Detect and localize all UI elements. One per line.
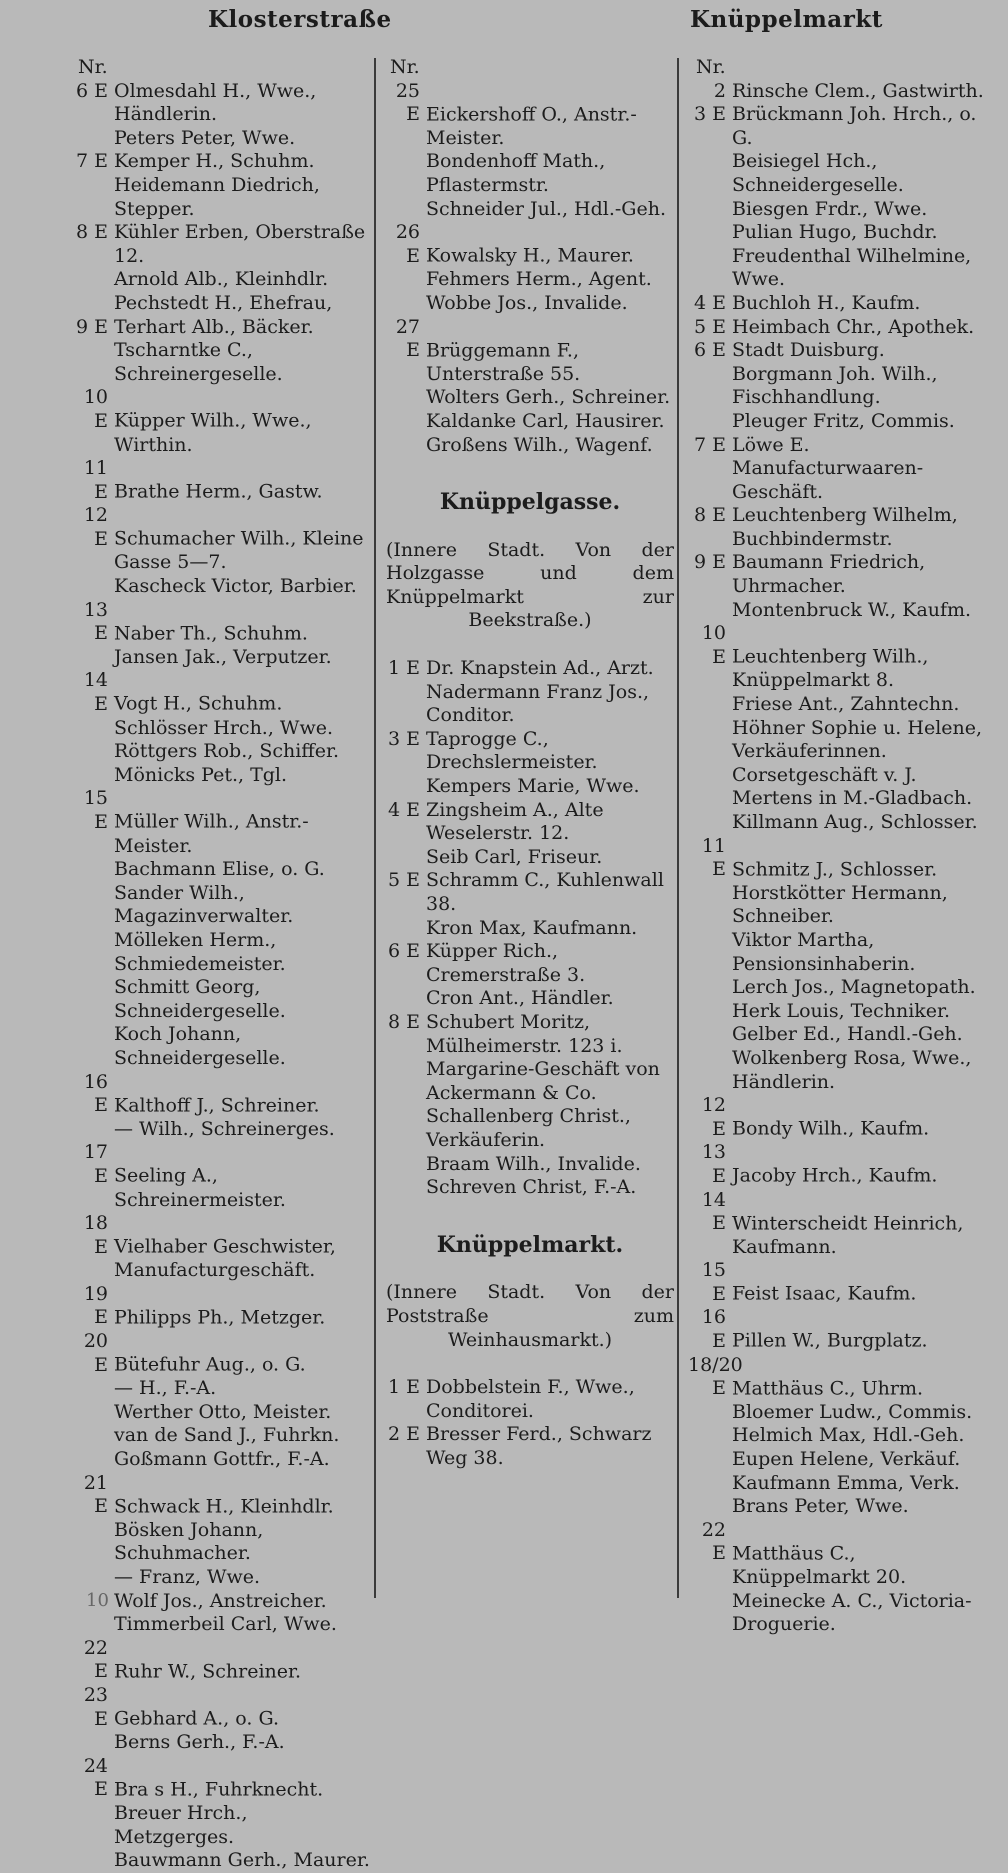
resident-text: Bondenhoff Math., Pflastermstr.	[426, 150, 606, 196]
house-number: 2 E	[388, 1423, 420, 1446]
resident-text: Schwack H., Kleinhdlr.	[114, 1495, 334, 1518]
list-item	[70, 504, 370, 575]
entry-list	[382, 80, 678, 458]
house-number: 7 E	[76, 150, 108, 173]
section-description: (Innere Stadt. Von der Poststraße zum Weinhausmarkt.)	[386, 1281, 674, 1351]
list-item	[70, 1377, 370, 1401]
list-item	[70, 1755, 370, 1802]
list-item	[70, 1849, 370, 1873]
list-item	[382, 799, 678, 846]
house-number: 6 E	[76, 79, 108, 102]
resident-text: Schubert Moritz, Mülheimerstr. 123 i.	[426, 1010, 623, 1057]
house-number: 4 E	[694, 291, 726, 314]
resident-text: Zingsheim A., Alte Weselerstr. 12.	[426, 798, 604, 845]
resident-text: Jansen Jak., Verputzer.	[114, 645, 332, 668]
resident-text: Schneider Jul., Hdl.-Geh.	[426, 197, 666, 220]
list-item	[70, 1424, 370, 1448]
resident-text: Nadermann Franz Jos., Conditor.	[426, 680, 650, 727]
resident-text: Corsetgeschäft v. J. Mertens in M.-Gladbach.	[732, 763, 973, 810]
entry-list	[688, 80, 988, 1637]
resident-text: Bra s H., Fuhrknecht.	[114, 1778, 324, 1801]
list-item	[70, 764, 370, 788]
house-number: 11 E	[83, 457, 108, 503]
list-item	[70, 646, 370, 670]
house-number: 8 E	[388, 1010, 420, 1033]
list-item	[688, 80, 988, 104]
resident-text: Wolf Jos., Anstreicher.	[114, 1589, 327, 1612]
list-item	[382, 316, 678, 387]
resident-text: Kaufmann Emma, Verk.	[732, 1471, 960, 1494]
resident-text: Seeling A., Schreinermeister.	[114, 1164, 286, 1211]
list-item	[70, 292, 370, 316]
resident-text: Tscharntke C., Schreinergeselle.	[114, 339, 283, 385]
list-item	[688, 599, 988, 623]
list-item	[70, 1330, 370, 1377]
resident-text: Kowalsky H., Maurer.	[426, 244, 634, 267]
house-number: 26 E	[395, 221, 420, 267]
section-title-knueppelmarkt: Knüppelmarkt.	[436, 1231, 624, 1258]
list-item	[688, 835, 988, 882]
resident-text: Arnold Alb., Kleinhdlr.	[114, 268, 329, 291]
list-item	[382, 150, 678, 197]
column-rule	[374, 58, 376, 1598]
resident-text: Bauwmann Gerh., Maurer.	[114, 1849, 370, 1872]
resident-text: Kemper H., Schuhm.	[114, 150, 315, 173]
list-item	[688, 1354, 988, 1401]
resident-text: Kalthoff J., Schreiner.	[114, 1094, 320, 1117]
resident-text: Buchloh H., Kaufm.	[732, 291, 921, 314]
list-item	[382, 728, 678, 775]
list-item	[688, 316, 988, 340]
list-item	[688, 976, 988, 1000]
list-item	[70, 1118, 370, 1142]
entry-list	[382, 657, 678, 1200]
resident-text: Brückmann Joh. Hrch., o. G.	[732, 103, 977, 149]
resident-text: Kron Max, Kaufmann.	[426, 916, 638, 939]
resident-text: Brathe Herm., Gastw.	[114, 480, 323, 503]
resident-text: Bachmann Elise, o. G.	[114, 858, 325, 881]
house-number: 25 E	[395, 79, 420, 126]
resident-text: Killmann Aug., Schlosser.	[732, 811, 978, 833]
house-number: 16 E	[83, 1070, 108, 1117]
resident-text: Leuchtenberg Wilhelm, Buchbindermstr.	[732, 504, 958, 550]
list-item	[70, 1731, 370, 1755]
resident-text: Terhart Alb., Bäcker.	[114, 315, 314, 338]
resident-text: Olmesdahl H., Wwe., Händlerin.	[114, 79, 317, 126]
resident-text: Schreven Christ, F.-A.	[426, 1176, 637, 1199]
house-number: 15 E	[83, 787, 108, 833]
house-number: 13 E	[701, 1141, 726, 1187]
resident-text: Küpper Rich., Cremerstraße 3.	[426, 940, 586, 986]
list-item	[70, 80, 370, 127]
resident-text: Kascheck Victor, Barbier.	[114, 575, 357, 598]
house-number: 14 E	[701, 1188, 726, 1235]
list-item	[382, 386, 678, 410]
house-number: 12 E	[83, 504, 108, 550]
list-item	[382, 1105, 678, 1152]
resident-text: Kühler Erben, Oberstraße 12.	[114, 221, 366, 267]
section-description: (Innere Stadt. Von der Holzgasse und dem Knüppelmarkt zur Beekstraße.)	[386, 538, 674, 632]
nr-label: Nr.	[78, 56, 108, 78]
list-item	[688, 1495, 988, 1519]
list-item	[70, 339, 370, 386]
list-item	[382, 221, 678, 268]
list-item	[382, 657, 678, 681]
resident-text: Rinsche Clem., Gastwirth.	[732, 79, 984, 102]
list-item	[688, 434, 988, 505]
resident-text: Friese Ant., Zahntechn.	[732, 693, 960, 716]
column-2	[382, 56, 678, 1470]
house-number: 7 E	[694, 433, 726, 456]
list-item	[688, 198, 988, 222]
resident-text: Heidemann Diedrich, Stepper.	[114, 173, 320, 220]
resident-text: — Franz, Wwe.	[114, 1566, 261, 1588]
resident-text: Kempers Marie, Wwe.	[426, 775, 640, 798]
list-item	[70, 669, 370, 716]
list-item	[70, 575, 370, 599]
resident-text: — Wilh., Schreinerges.	[114, 1117, 335, 1140]
house-number: 22 E	[83, 1636, 108, 1683]
list-item	[382, 1153, 678, 1177]
list-item	[70, 1802, 370, 1849]
house-number: 8 E	[694, 504, 726, 527]
list-item	[70, 1566, 370, 1590]
list-item	[382, 292, 678, 316]
house-number: 22 E	[701, 1518, 726, 1565]
resident-text: Löwe E. Manufacturwaaren-Geschäft.	[732, 433, 924, 503]
house-number: 13 E	[83, 598, 108, 645]
house-number: 18/20 E	[688, 1353, 743, 1400]
resident-text: Gelber Ed., Handl.-Geh.	[732, 1023, 963, 1046]
resident-text: Margarine-Geschäft von Ackermann & Co.	[426, 1058, 660, 1104]
resident-text: Freudenthal Wilhelmine, Wwe.	[732, 244, 972, 291]
resident-text: Goßmann Gottfr., F.-A.	[114, 1448, 330, 1471]
resident-text: Braam Wilh., Invalide.	[426, 1152, 641, 1175]
list-item	[382, 940, 678, 987]
resident-text: Pillen W., Burgplatz.	[732, 1330, 928, 1353]
header-right: Knüppelmarkt	[690, 6, 883, 33]
resident-text: Werther Otto, Meister.	[114, 1400, 332, 1423]
column-3	[688, 56, 988, 1637]
list-item	[70, 882, 370, 929]
resident-text: Vielhaber Geschwister, Manufacturgeschäft.	[114, 1235, 336, 1282]
house-number: 19 E	[83, 1282, 108, 1329]
resident-text: Herk Louis, Techniker.	[732, 999, 951, 1022]
house-number: 3 E	[388, 727, 420, 750]
list-item	[688, 1519, 988, 1590]
nr-label: Nr.	[390, 56, 420, 78]
resident-text: Pechstedt H., Ehefrau,	[114, 291, 333, 314]
house-number: 8 E	[76, 221, 108, 244]
column-1	[70, 56, 370, 1873]
list-item	[70, 929, 370, 976]
list-item	[70, 150, 370, 174]
resident-text: Koch Johann, Schneidergeselle.	[114, 1023, 286, 1069]
house-number: 3 E	[694, 103, 726, 126]
resident-text: Ruhr W., Schreiner.	[114, 1660, 302, 1683]
resident-text: Röttgers Rob., Schiffer.	[114, 740, 340, 763]
list-item	[688, 292, 988, 316]
list-item	[688, 1448, 988, 1472]
house-number: 9 E	[694, 551, 726, 574]
list-item	[688, 882, 988, 929]
house-number: 1 E	[388, 657, 420, 680]
section-title-knueppelgasse: Knüppelgasse.	[439, 489, 621, 516]
list-item	[70, 174, 370, 221]
list-item	[688, 1472, 988, 1496]
resident-text: Winterscheidt Heinrich, Kaufmann.	[732, 1212, 964, 1258]
resident-text: Höhner Sophie u. Helene, Verkäuferinnen.	[732, 716, 983, 763]
resident-text: Horstkötter Hermann, Schneiber.	[732, 881, 948, 928]
resident-text: Brans Peter, Wwe.	[732, 1495, 909, 1518]
house-number: 1 E	[388, 1376, 420, 1399]
list-item	[70, 740, 370, 764]
list-item	[382, 268, 678, 292]
house-number: 5 E	[694, 315, 726, 338]
resident-text: Feist Isaac, Kaufm.	[732, 1282, 917, 1305]
list-item	[382, 434, 678, 458]
list-item	[382, 917, 678, 941]
house-number: 18 E	[83, 1212, 108, 1258]
resident-text: Meinecke A. C., Victoria-Droguerie.	[732, 1589, 972, 1636]
list-item	[688, 245, 988, 292]
resident-text: Bösken Johann, Schuhmacher.	[114, 1518, 264, 1565]
list-item	[70, 1684, 370, 1731]
house-number: 6 E	[694, 339, 726, 362]
list-item	[382, 1011, 678, 1058]
resident-text: Dr. Knapstein Ad., Arzt.	[426, 657, 654, 680]
page-number: 10	[86, 1590, 109, 1611]
resident-text: Pulian Hugo, Buchdr.	[732, 221, 938, 244]
list-item	[382, 869, 678, 916]
list-item	[70, 1472, 370, 1519]
resident-text: van de Sand J., Fuhrkn.	[114, 1424, 340, 1447]
list-item	[688, 339, 988, 363]
list-item	[688, 622, 988, 693]
list-item	[688, 410, 988, 434]
resident-text: Schmitz J., Schlosser.	[732, 858, 938, 881]
list-item	[70, 457, 370, 504]
resident-text: Schmitt Georg, Schneidergeselle.	[114, 976, 286, 1022]
header-left: Klosterstraße	[208, 6, 392, 33]
list-item	[688, 551, 988, 598]
resident-text: Cron Ant., Händler.	[426, 987, 614, 1010]
list-item	[382, 846, 678, 870]
list-item	[688, 1094, 988, 1141]
house-number: 10 E	[83, 386, 108, 432]
list-item	[688, 1259, 988, 1306]
resident-text: Schallenberg Christ., Verkäuferin.	[426, 1105, 631, 1151]
entry-list	[70, 80, 370, 1873]
resident-text: Großens Wilh., Wagenf.	[426, 433, 653, 456]
resident-text: Viktor Martha, Pensionsinhaberin.	[732, 928, 916, 975]
resident-text: Müller Wilh., Anstr.-Meister.	[114, 811, 309, 857]
house-number: 11 E	[701, 834, 726, 881]
list-item	[688, 1141, 988, 1188]
list-item	[688, 693, 988, 717]
list-item	[688, 717, 988, 764]
list-item	[70, 858, 370, 882]
list-item	[70, 386, 370, 457]
list-item	[70, 1401, 370, 1425]
list-item	[70, 1212, 370, 1283]
resident-text: Berns Gerh., F.-A.	[114, 1731, 285, 1754]
resident-text: Fehmers Herm., Agent.	[426, 268, 652, 291]
resident-text: Borgmann Joh. Wilh., Fischhandlung.	[732, 362, 938, 409]
list-item	[688, 1000, 988, 1024]
house-number: 21 E	[83, 1471, 108, 1518]
resident-text: Jacoby Hrch., Kaufm.	[732, 1164, 938, 1187]
house-number: 17 E	[83, 1141, 108, 1187]
house-number: 23 E	[83, 1683, 108, 1730]
resident-text: Matthäus C., Knüppelmarkt 20.	[732, 1542, 907, 1588]
house-number: 24 E	[83, 1754, 108, 1801]
house-number: 15 E	[701, 1259, 726, 1305]
list-item	[688, 1401, 988, 1425]
list-item	[688, 764, 988, 811]
resident-text: Bondy Wilh., Kaufm.	[732, 1117, 930, 1140]
resident-text: Matthäus C., Uhrm.	[732, 1377, 924, 1400]
resident-text: Bloemer Ludw., Commis.	[732, 1400, 973, 1423]
list-item	[70, 1590, 370, 1614]
resident-text: Stadt Duisburg.	[732, 339, 885, 362]
resident-text: Heimbach Chr., Apothek.	[732, 315, 975, 338]
resident-text: — H., F.-A.	[114, 1377, 217, 1400]
resident-text: Eickershoff O., Anstr.-Meister.	[426, 103, 637, 149]
list-item	[70, 1613, 370, 1637]
list-item	[688, 811, 988, 835]
resident-text: Mölleken Herm., Schmiedemeister.	[114, 928, 286, 975]
list-item	[70, 1448, 370, 1472]
list-item	[382, 681, 678, 728]
resident-text: Mönicks Pet., Tgl.	[114, 763, 288, 786]
resident-text: Pleuger Fritz, Commis.	[732, 409, 955, 432]
list-item	[382, 410, 678, 434]
house-number: 2	[713, 79, 726, 102]
resident-text: Beisiegel Hch., Schneidergeselle.	[732, 150, 904, 196]
resident-text: Lerch Jos., Magnetopath.	[732, 976, 976, 999]
list-item	[70, 1141, 370, 1212]
resident-text: Sander Wilh., Magazinverwalter.	[114, 881, 294, 928]
house-number: 10 E	[701, 622, 726, 668]
resident-text: Taprogge C., Drechslermeister.	[426, 727, 598, 774]
house-number: 16 E	[701, 1306, 726, 1353]
list-item	[382, 775, 678, 799]
list-item	[688, 1189, 988, 1260]
list-item	[70, 221, 370, 268]
list-item	[688, 1023, 988, 1047]
list-item	[688, 1047, 988, 1094]
list-item	[382, 1176, 678, 1200]
house-number: 9 E	[76, 315, 108, 338]
resident-text: Wolters Gerh., Schreiner.	[426, 386, 671, 409]
list-item	[688, 1590, 988, 1637]
list-item	[382, 198, 678, 222]
resident-text: Küpper Wilh., Wwe., Wirthin.	[114, 409, 312, 456]
resident-text: Breuer Hrch., Metzgerges.	[114, 1801, 248, 1848]
house-number: 12 E	[701, 1094, 726, 1140]
list-item	[688, 929, 988, 976]
resident-text: Gebhard A., o. G.	[114, 1707, 279, 1730]
list-item	[70, 1637, 370, 1684]
resident-text: Schlösser Hrch., Wwe.	[114, 716, 334, 739]
list-item	[70, 976, 370, 1023]
resident-text: Wobbe Jos., Invalide.	[426, 291, 628, 314]
list-item	[382, 1423, 678, 1470]
resident-text: Dobbelstein F., Wwe., Conditorei.	[426, 1376, 635, 1422]
list-item	[382, 1058, 678, 1105]
house-number: 4 E	[388, 798, 420, 821]
list-item	[70, 1519, 370, 1566]
list-item	[70, 599, 370, 646]
list-item	[688, 1424, 988, 1448]
resident-text: Helmich Max, Hdl.-Geh.	[732, 1424, 965, 1447]
list-item	[382, 1376, 678, 1423]
resident-text: Peters Peter, Wwe.	[114, 126, 296, 149]
list-item	[688, 221, 988, 245]
house-number: 5 E	[388, 869, 420, 892]
resident-text: Timmerbeil Carl, Wwe.	[114, 1613, 337, 1636]
house-number: 14 E	[83, 669, 108, 716]
list-item	[70, 316, 370, 340]
resident-text: Brüggemann F., Unterstraße 55.	[426, 339, 581, 385]
resident-text: Schumacher Wilh., Kleine Gasse 5—7.	[114, 527, 364, 574]
list-item	[70, 717, 370, 741]
resident-text: Eupen Helene, Verkäuf.	[732, 1448, 961, 1471]
resident-text: Philipps Ph., Metzger.	[114, 1306, 326, 1329]
resident-text: Kaldanke Carl, Hausirer.	[426, 409, 665, 432]
resident-text: Vogt H., Schuhm.	[114, 693, 283, 716]
resident-text: Bresser Ferd., Schwarz Weg 38.	[426, 1423, 652, 1469]
list-item	[688, 504, 988, 551]
list-item	[688, 363, 988, 410]
list-item	[688, 103, 988, 150]
resident-text: Seib Carl, Friseur.	[426, 845, 603, 868]
nr-label: Nr.	[696, 56, 726, 78]
list-item	[382, 987, 678, 1011]
list-item	[688, 150, 988, 197]
resident-text: Baumann Friedrich, Uhrmacher.	[732, 551, 926, 598]
list-item	[70, 787, 370, 858]
list-item	[70, 1023, 370, 1070]
list-item	[70, 1071, 370, 1118]
house-number: 6 E	[388, 940, 420, 963]
list-item	[70, 127, 370, 151]
resident-text: Schramm C., Kuhlenwall 38.	[426, 869, 664, 915]
resident-text: Montenbruck W., Kaufm.	[732, 598, 972, 621]
list-item	[688, 1306, 988, 1353]
resident-text: Wolkenberg Rosa, Wwe., Händlerin.	[732, 1046, 972, 1093]
house-number: 20 E	[83, 1330, 108, 1376]
house-number: 27 E	[395, 315, 420, 362]
list-item	[70, 1283, 370, 1330]
resident-text: Naber Th., Schuhm.	[114, 622, 308, 645]
list-item	[382, 80, 678, 151]
resident-text: Biesgen Frdr., Wwe.	[732, 197, 928, 220]
resident-text: Bütefuhr Aug., o. G.	[114, 1353, 306, 1376]
entry-list	[382, 1376, 678, 1470]
resident-text: Leuchtenberg Wilh., Knüppelmarkt 8.	[732, 645, 929, 692]
list-item	[70, 268, 370, 292]
